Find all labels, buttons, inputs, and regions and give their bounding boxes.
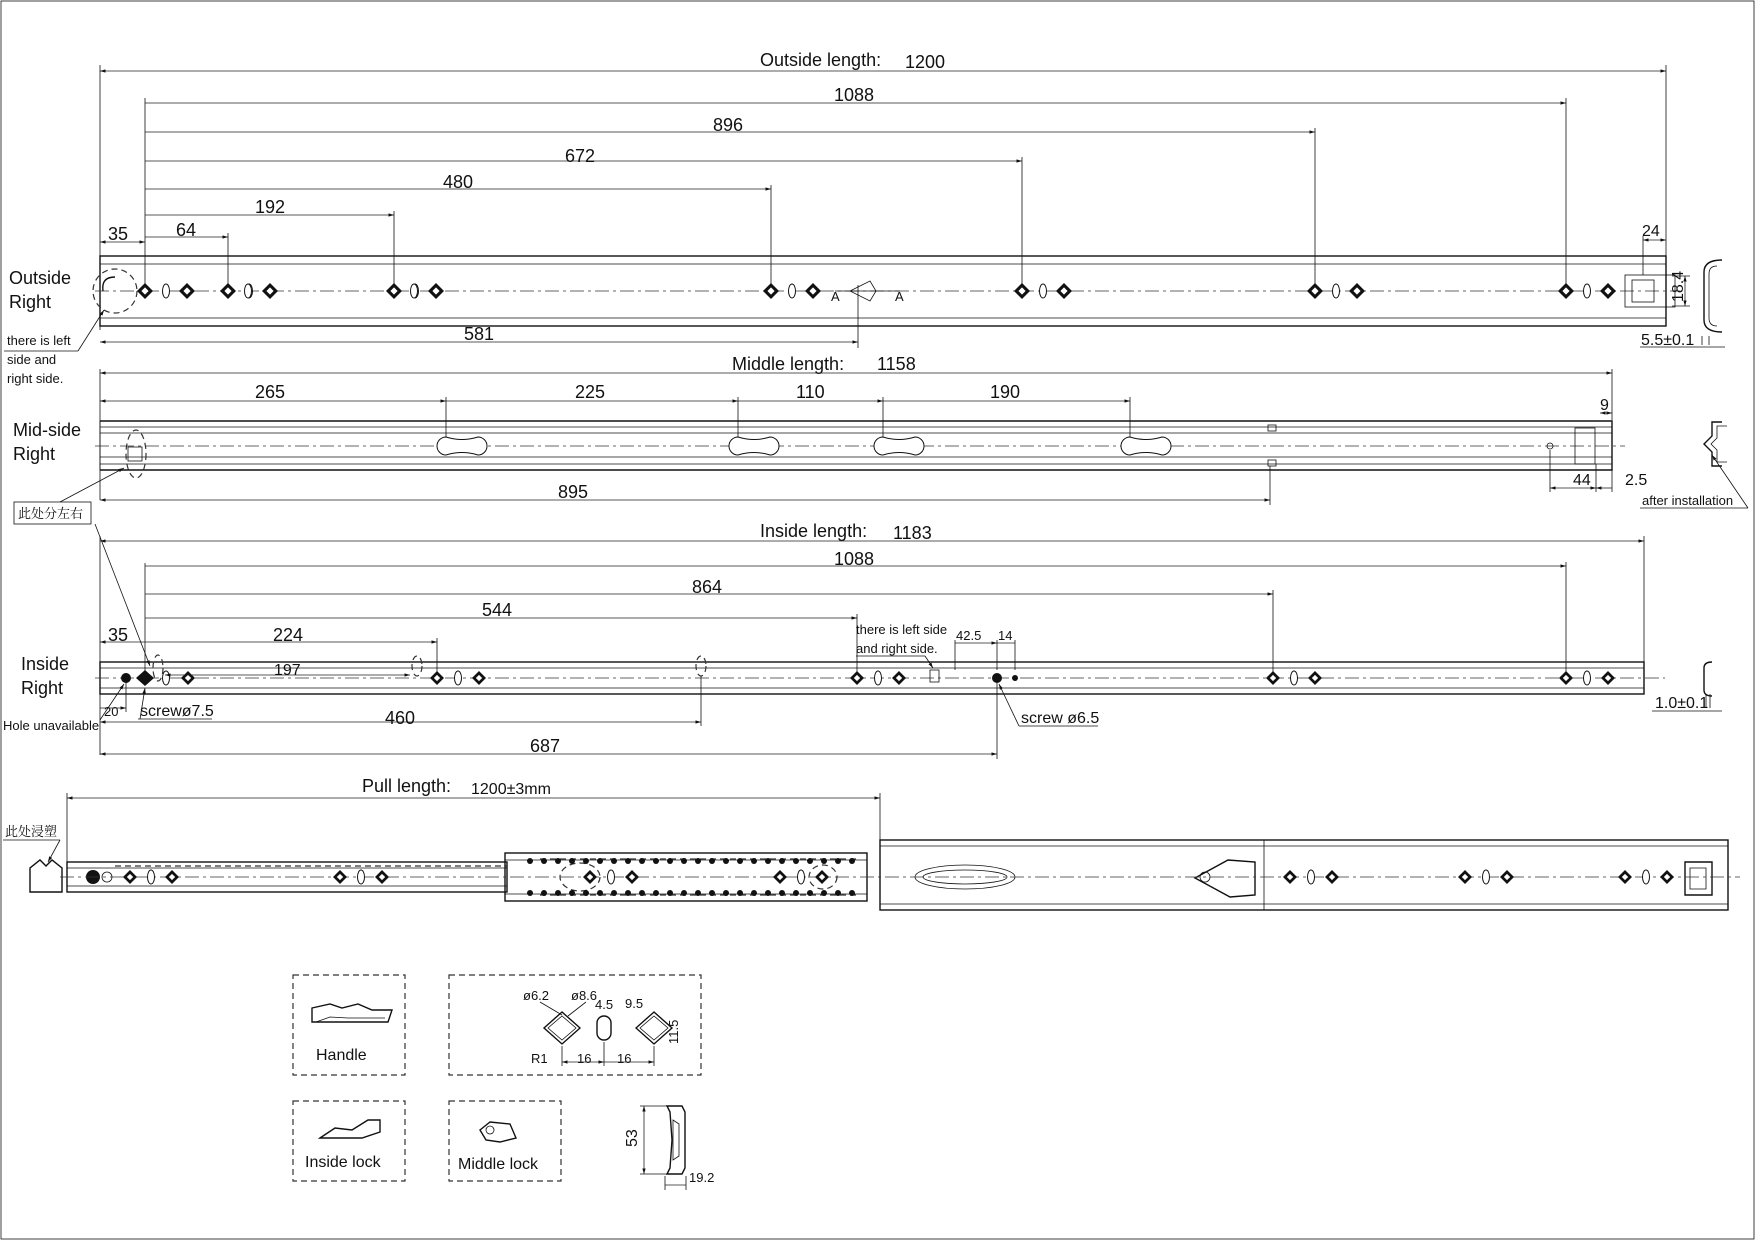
svg-text:A: A (831, 289, 840, 304)
outside-label-line2: Right (9, 292, 52, 312)
inside-screw-6-5: screw ø6.5 (1021, 710, 1100, 727)
outside-height-dim: 18.4 (1670, 270, 1687, 302)
inside-screw-7-5: screwø7.5 (140, 703, 214, 720)
middle-rail-slot (437, 437, 487, 455)
outside-dim-64: 64 (176, 220, 197, 240)
pull-length: 1200±3mm (471, 781, 551, 798)
middle-rail-view (13, 354, 1748, 524)
hole-dim-d8-6: ø8.6 (571, 988, 598, 1003)
outside-dim-24: 24 (1642, 223, 1660, 240)
inside-label-line1: Inside (21, 654, 70, 674)
inside-dim-35: 35 (108, 625, 129, 645)
middle-dim-44: 44 (1573, 472, 1591, 489)
middle-dim-110: 110 (796, 382, 825, 402)
slot-hole (608, 870, 615, 884)
svg-text:A: A (895, 289, 904, 304)
inside-dim-1088: 1088 (834, 549, 875, 569)
inside-rail-view (3, 521, 1722, 759)
outside-thickness: 5.5±0.1 (1641, 332, 1695, 349)
inside-thickness: 1.0±0.1 (1655, 695, 1709, 712)
inside-hole-note: Hole unavailable (3, 718, 100, 733)
inside-label-line2: Right (21, 678, 64, 698)
middle-dim-2-5: 2.5 (1625, 472, 1648, 489)
slot-hole (163, 284, 170, 298)
outside-note-1: there is left (7, 333, 71, 348)
inside-note-1: there is left side (856, 622, 948, 637)
slot-hole (875, 671, 882, 685)
outside-dim-581: 581 (464, 324, 495, 344)
hole-dim-d6-2: ø6.2 (523, 988, 550, 1003)
outside-dim-672: 672 (565, 146, 596, 166)
outside-dim-480: 480 (443, 172, 474, 192)
outside-length: 1200 (905, 52, 946, 72)
detail-section (624, 1106, 714, 1190)
middle-rail-slot (1121, 437, 1171, 455)
slot-hole (411, 284, 418, 298)
middle-length: 1158 (877, 354, 916, 374)
middle-dim-265: 265 (255, 382, 286, 402)
slot-hole (455, 671, 462, 685)
outside-title: Outside length: (760, 50, 882, 70)
middle-dim-225: 225 (575, 382, 606, 402)
slot-hole (1483, 870, 1490, 884)
hole-dim-16b: 16 (617, 1051, 632, 1066)
middle-dim-9: 9 (1600, 397, 1609, 414)
hole-dim-4-5: 4.5 (595, 997, 614, 1012)
outside-dim-192: 192 (255, 197, 286, 217)
section-height: 53 (624, 1129, 641, 1147)
middle-dim-190: 190 (990, 382, 1021, 402)
inside-lock-label: Inside lock (305, 1154, 381, 1171)
slot-hole (1308, 870, 1315, 884)
inside-dim-460: 460 (385, 708, 416, 728)
detail-inside-lock (293, 1101, 405, 1181)
slot-hole (1333, 284, 1340, 298)
inside-dim-224: 224 (273, 625, 304, 645)
slot-hole (1584, 671, 1591, 685)
slot-hole (798, 870, 805, 884)
detail-hole-pattern (449, 975, 701, 1075)
outside-dim-896: 896 (713, 115, 744, 135)
middle-rail-slot (729, 437, 779, 455)
inside-dim-687: 687 (530, 736, 561, 756)
slot-hole (245, 284, 252, 298)
middle-label-line2: Right (13, 444, 56, 464)
middle-after-install: after installation (1642, 493, 1734, 508)
slot-hole (358, 870, 365, 884)
page-border (1, 1, 1754, 1239)
slot-hole (1291, 671, 1298, 685)
middle-dim-895: 895 (558, 482, 589, 502)
slot-hole (163, 671, 170, 685)
hole-dim-r1: R1 (531, 1051, 548, 1066)
inside-dim-42-5: 42.5 (956, 628, 982, 643)
detail-middle-lock (449, 1101, 561, 1181)
slot-hole (1040, 284, 1047, 298)
inside-dim-14: 14 (998, 628, 1013, 643)
inside-title: Inside length: (760, 521, 868, 541)
slot-hole (1584, 284, 1591, 298)
pull-cn-note: 此处浸塑 (5, 824, 58, 839)
slot-hole (789, 284, 796, 298)
outside-rail-view (4, 50, 1725, 386)
slot-hole (1643, 870, 1650, 884)
outside-note-3: right side. (7, 371, 64, 386)
outside-dim-35: 35 (108, 224, 129, 244)
middle-rail-slot (874, 437, 924, 455)
inside-length: 1183 (893, 523, 932, 543)
pull-assembly-view (3, 776, 1740, 910)
slot-hole (148, 870, 155, 884)
inside-dim-197: 197 (274, 662, 301, 679)
handle-label: Handle (316, 1047, 367, 1064)
outside-label-line1: Outside (9, 268, 72, 288)
inside-dim-544: 544 (482, 600, 513, 620)
inside-dim-864: 864 (692, 577, 723, 597)
section-width: 19.2 (689, 1170, 715, 1185)
middle-title: Middle length: (732, 354, 845, 374)
inside-note-2: and right side. (856, 641, 938, 656)
pull-title: Pull length: (362, 776, 452, 796)
hole-dim-16a: 16 (577, 1051, 592, 1066)
inside-dim-20: 20 (104, 704, 119, 719)
hole-dim-11-5: 11.5 (666, 1019, 681, 1044)
outside-note-2: side and (7, 352, 57, 367)
middle-label-line1: Mid-side (13, 420, 82, 440)
hole-dim-9-5: 9.5 (625, 996, 644, 1011)
detail-handle (293, 975, 405, 1075)
outside-dim-1088: 1088 (834, 85, 875, 105)
middle-cn-note: 此处分左右 (18, 506, 84, 521)
middle-lock-label: Middle lock (458, 1156, 539, 1173)
